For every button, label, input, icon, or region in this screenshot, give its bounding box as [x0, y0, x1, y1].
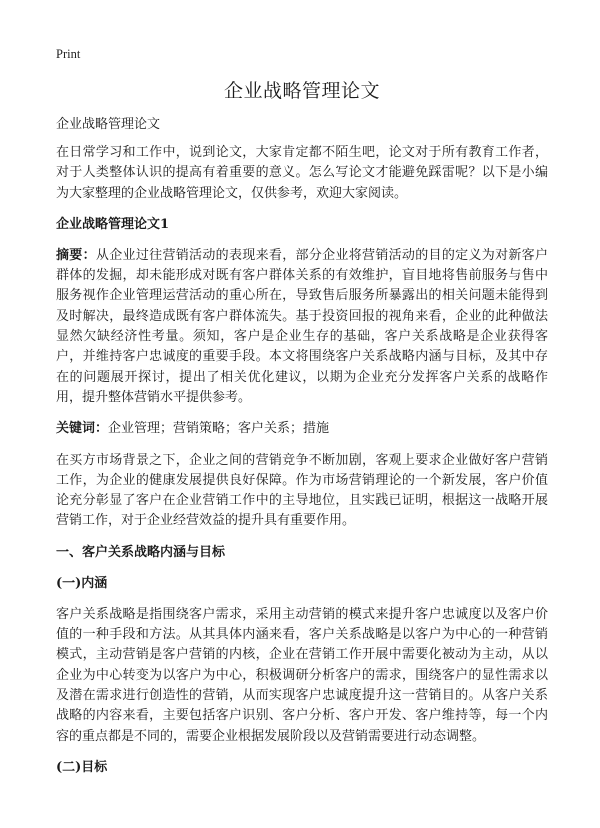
intro-paragraph: 在日常学习和工作中，说到论文，大家肯定都不陌生吧，论文对于所有教育工作者，对于人类整体认识的提高有着重要的意义。怎么写论文才能避免踩雷呢？以下是小编为大家整理的企业战略管理论文，仅供参考，欢迎大家阅读。: [56, 145, 548, 201]
section-heading: 企业战略管理论文1: [56, 216, 170, 232]
abstract-text: 从企业过往营销活动的表现来看，部分企业将营销活动的目的定义为对新客户群体的发掘，却未能形成对既有客户群体关系的有效维护，盲目地将售前服务与售中服务视作企业管理运营活动的重心所在，导致售后服务所暴露出的相关问题未能得到及时解决，最终造成既有客户群体流失。基于投资回报的视角来看，企业的此种做法显然欠缺经济性考量。须知，客户是企业生存的基础，客户关系战略是企业获得客户，并维持客户忠诚度的重要手段。本文将围绕客户关系战略内涵与目标，及其中存在的问题展开探讨，提出了相关优化建议，以期为企业充分发挥客户关系的战略作用，提升整体营销水平提供参考。: [56, 247, 548, 405]
connotation-paragraph: 客户关系战略是指围绕客户需求，采用主动营销的模式来提升客户忠诚度以及客户价值的一种手段和方法。从其具体内涵来看，客户关系战略是以客户为中心的一种营销模式，主动营销是客户营销的内核，企业在营销工作开展中需要化被动为主动，从以企业为中心转变为以客户为中心，积极调研分析客户的需求，围绕客户的显性需求以及潜在需求进行创造性的营销，从而实现客户忠诚度提升这一营销目的。从客户关系战略的内容来看，主要包括客户识别、客户分析、客户开发、客户维持等，每一个内容的重点都是不同的，需要企业根据发展阶段以及营销需要进行动态调整。: [56, 606, 548, 744]
heading-goals: (二)目标: [56, 759, 108, 775]
page-title: 企业战略管理论文: [223, 80, 380, 102]
abstract-paragraph: [56, 246, 548, 408]
print-link[interactable]: Print: [56, 47, 81, 61]
heading-chapter-1: 一、客户关系战略内涵与目标: [56, 544, 226, 560]
market-paragraph: 在买方市场背景之下，企业之间的营销竞争不断加剧，客观上要求企业做好客户营销工作，为企业的健康发展提供良好保障。作为市场营销理论的一个新发展，客户价值论充分彰显了客户在企业营销工作中的主导地位，且实践已证明，根据这一战略开展营销工作，对于企业经营效益的提升具有重要作用。: [56, 452, 548, 529]
keywords-paragraph: [56, 419, 548, 439]
keywords-label: 关键词：: [56, 421, 109, 437]
subtitle: 企业战略管理论文: [56, 117, 161, 132]
abstract-label: 摘要：: [56, 247, 96, 263]
heading-connotation: (一)内涵: [56, 575, 108, 591]
document-body: [56, 76, 548, 789]
keywords-text: 企业管理；营销策略；客户关系；措施: [108, 421, 330, 437]
